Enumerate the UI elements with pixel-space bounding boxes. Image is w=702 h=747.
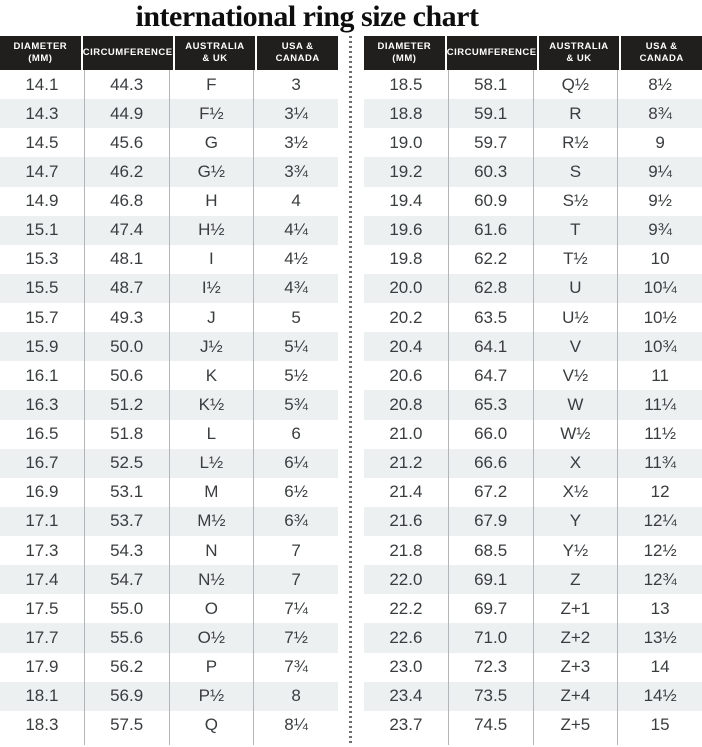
table-cell: 45.6 [84,128,169,157]
table-cell: 9¾ [617,216,702,245]
table-cell-stub [0,740,84,745]
table-cell-stub [364,740,448,745]
table-cell: 12 [617,478,702,507]
table-cell: F½ [169,99,254,128]
table-cell: 6¼ [253,449,338,478]
table-cell: J [169,303,254,332]
table-cell: G [169,128,254,157]
table-cell: 10 [617,245,702,274]
table-cell: 67.2 [448,478,533,507]
table-cell: 10¾ [617,332,702,361]
table-cell: 12¾ [617,565,702,594]
table-cell: 19.2 [389,161,423,181]
table-cell: 60.3 [448,157,533,186]
table-cell: 9¼ [617,157,702,186]
table-row [0,711,338,740]
table-cell: 15 [617,711,702,740]
table-cell: 19.0 [389,132,423,152]
table-cell: 13 [617,594,702,623]
table-cell: 3¾ [253,157,338,186]
table-cell: I½ [169,274,254,303]
table-cell: Y½ [533,536,618,565]
table-cell: 5 [253,303,338,332]
table-cell-stub [448,740,533,745]
table-cell: L½ [169,449,254,478]
table-cell: 11 [617,361,702,390]
table-cell: 64.7 [448,361,533,390]
table-row [364,99,702,128]
table-cell: 8¼ [253,711,338,740]
table-cell: 20.6 [389,365,423,385]
table-cell: 16.3 [25,394,59,414]
table-row [0,565,338,594]
table-cell: R½ [533,128,618,157]
table-cell: 11¼ [617,390,702,419]
table-cell: 14.5 [25,132,59,152]
table-cell: 12½ [617,536,702,565]
table-cell: 52.5 [84,449,169,478]
table-cell: N [169,536,254,565]
table-cell-stub [84,740,169,745]
table-cell: 22.2 [389,598,423,618]
table-cell: 21.6 [389,511,423,531]
table-cell: 18.3 [25,715,59,735]
table-cell: X [533,449,618,478]
table-cell: T [533,216,618,245]
table-row [0,128,338,157]
column-header: AUSTRALIA & UK [537,36,620,70]
table-row [364,70,702,99]
table-row [0,99,338,128]
table-cell: 3¼ [253,99,338,128]
table-cell: 54.7 [84,565,169,594]
table-cell: 21.4 [389,482,423,502]
table-cell: 68.5 [448,536,533,565]
table-row [364,478,702,507]
table-cell: 10½ [617,303,702,332]
table-row [364,157,702,186]
table-cell: 15.7 [25,307,59,327]
table-cell: Z+1 [533,594,618,623]
table-cell: 4½ [253,245,338,274]
table-cell: 56.9 [84,682,169,711]
table-cell: Z+4 [533,682,618,711]
table-cell: 46.2 [84,157,169,186]
table-body [0,70,338,745]
table-row [364,245,702,274]
table-cell: 14.7 [25,161,59,181]
table-cell: 22.6 [389,627,423,647]
table-cell: X½ [533,478,618,507]
table-cell: 17.4 [25,569,59,589]
table-cell: 3½ [253,128,338,157]
table-body [364,70,702,745]
table-cell: 64.1 [448,332,533,361]
table-cell-stub [253,740,338,745]
table-cell: 14 [617,653,702,682]
table-cell: 19.4 [389,191,423,211]
table-row [0,361,338,390]
table-footer-stub [0,740,338,745]
table-footer-stub [364,740,702,745]
table-cell: 3 [253,70,338,99]
table-row [0,507,338,536]
table-cell: F [169,70,254,99]
table-cell: Q½ [533,70,618,99]
table-cell: S [533,157,618,186]
table-row [364,711,702,740]
table-cell: 15.3 [25,249,59,269]
table-cell: M [169,478,254,507]
table-row [0,303,338,332]
table-cell: 47.4 [84,216,169,245]
table-row [0,594,338,623]
table-cell: 65.3 [448,390,533,419]
table-cell: 58.1 [448,70,533,99]
ring-size-table-right [364,36,702,745]
table-cell: 18.1 [25,686,59,706]
table-cell: W [533,390,618,419]
table-row [364,332,702,361]
table-cell: 14.9 [25,191,59,211]
table-cell: P½ [169,682,254,711]
table-cell: G½ [169,157,254,186]
table-row [0,274,338,303]
table-cell: 48.1 [84,245,169,274]
table-cell: 9½ [617,187,702,216]
table-cell: 54.3 [84,536,169,565]
table-cell: N½ [169,565,254,594]
table-row [364,449,702,478]
table-cell: 21.0 [389,424,423,444]
table-cell: 18.5 [389,74,423,94]
table-row [0,157,338,186]
table-cell: 44.3 [84,70,169,99]
table-row [0,187,338,216]
table-cell: V½ [533,361,618,390]
table-cell: 51.2 [84,390,169,419]
table-cell: 16.1 [25,365,59,385]
column-header: CIRCUMFERENCE [445,36,537,70]
table-cell: 53.7 [84,507,169,536]
table-cell: 6½ [253,478,338,507]
table-cell-stub [533,740,618,745]
table-cell: 14.3 [25,103,59,123]
dashed-divider [338,36,364,745]
table-cell: 49.3 [84,303,169,332]
table-cell: 17.9 [25,657,59,677]
table-cell: 50.0 [84,332,169,361]
table-cell: 20.2 [389,307,423,327]
table-row [0,420,338,449]
table-cell: 57.5 [84,711,169,740]
table-cell: U½ [533,303,618,332]
table-cell: 7½ [253,623,338,652]
column-header: DIAMETER (MM) [0,36,81,70]
table-cell: 50.6 [84,361,169,390]
table-cell: 5¾ [253,390,338,419]
table-cell: L [169,420,254,449]
column-header: CIRCUMFERENCE [81,36,173,70]
column-header: AUSTRALIA & UK [173,36,256,70]
table-cell: 15.1 [25,220,59,240]
table-cell: 9 [617,128,702,157]
table-cell-stub [617,740,702,745]
table-cell: Z [533,565,618,594]
table-cell: W½ [533,420,618,449]
table-cell: 62.8 [448,274,533,303]
table-cell: 55.0 [84,594,169,623]
table-cell: 73.5 [448,682,533,711]
table-cell: 20.0 [389,278,423,298]
table-cell: 6¾ [253,507,338,536]
table-row [0,682,338,711]
table-cell: 4¾ [253,274,338,303]
table-cell: 8¾ [617,99,702,128]
table-cell: H [169,187,254,216]
table-cell: 20.4 [389,336,423,356]
table-row [364,274,702,303]
table-cell: J½ [169,332,254,361]
table-cell: 17.3 [25,540,59,560]
table-cell: 66.0 [448,420,533,449]
table-cell: 61.6 [448,216,533,245]
table-cell: 44.9 [84,99,169,128]
table-cell: 21.8 [389,540,423,560]
table-cell: 14.1 [25,74,59,94]
table-cell: 11½ [617,420,702,449]
table-cell: H½ [169,216,254,245]
table-cell: Z+3 [533,653,618,682]
table-cell: 11¾ [617,449,702,478]
table-row [364,361,702,390]
table-cell: M½ [169,507,254,536]
table-cell: 7¼ [253,594,338,623]
table-cell: 59.1 [448,99,533,128]
table-cell: 48.7 [84,274,169,303]
table-cell: Q [169,711,254,740]
table-cell-stub [169,740,254,745]
ring-size-table-left [0,36,338,745]
table-row [0,623,338,652]
table-cell: 56.2 [84,653,169,682]
table-row [364,303,702,332]
table-row [0,216,338,245]
table-cell: Z+5 [533,711,618,740]
table-cell: 51.8 [84,420,169,449]
table-row [364,507,702,536]
table-cell: 16.5 [25,424,59,444]
table-cell: 23.0 [389,657,423,677]
table-cell: 23.7 [389,715,423,735]
table-row [364,187,702,216]
table-cell: 15.9 [25,336,59,356]
page-title: international ring size chart [135,0,479,33]
table-row [364,390,702,419]
table-cell: O [169,594,254,623]
table-cell: 69.7 [448,594,533,623]
table-cell: 16.7 [25,453,59,473]
table-row [0,245,338,274]
table-cell: 12¼ [617,507,702,536]
table-row [364,653,702,682]
table-cell: 19.8 [389,249,423,269]
table-cell: 21.2 [389,453,423,473]
table-cell: 7 [253,565,338,594]
table-cell: 62.2 [448,245,533,274]
tables-container [0,36,702,745]
table-cell: 10¼ [617,274,702,303]
table-cell: 55.6 [84,623,169,652]
table-row [364,565,702,594]
table-row [0,390,338,419]
table-cell: 4 [253,187,338,216]
table-row [0,70,338,99]
table-cell: K [169,361,254,390]
table-cell: 15.5 [25,278,59,298]
table-cell: 8½ [617,70,702,99]
table-row [364,420,702,449]
table-header-row [364,36,702,70]
table-cell: 4¼ [253,216,338,245]
table-cell: 46.8 [84,187,169,216]
column-header: USA & CANADA [619,36,702,70]
table-cell: 5¼ [253,332,338,361]
table-cell: 19.6 [389,220,423,240]
table-cell: U [533,274,618,303]
table-cell: T½ [533,245,618,274]
table-cell: 53.1 [84,478,169,507]
table-cell: I [169,245,254,274]
table-row [364,536,702,565]
table-cell: Z+2 [533,623,618,652]
table-cell: 60.9 [448,187,533,216]
table-cell: 69.1 [448,565,533,594]
table-cell: 8 [253,682,338,711]
table-row [0,449,338,478]
table-cell: V [533,332,618,361]
column-header: USA & CANADA [255,36,338,70]
table-cell: 17.5 [25,598,59,618]
table-cell: 23.4 [389,686,423,706]
table-cell: 7¾ [253,653,338,682]
table-cell: 13½ [617,623,702,652]
table-cell: Y [533,507,618,536]
table-cell: 67.9 [448,507,533,536]
table-row [364,216,702,245]
table-header-row [0,36,338,70]
table-cell: 16.9 [25,482,59,502]
table-row [0,332,338,361]
table-row [364,682,702,711]
table-cell: P [169,653,254,682]
table-cell: 20.8 [389,394,423,414]
table-cell: R [533,99,618,128]
table-cell: 66.6 [448,449,533,478]
table-cell: 74.5 [448,711,533,740]
table-cell: 72.3 [448,653,533,682]
column-header: DIAMETER (MM) [364,36,445,70]
table-cell: 6 [253,420,338,449]
table-cell: 17.7 [25,627,59,647]
table-cell: 59.7 [448,128,533,157]
table-cell: 5½ [253,361,338,390]
table-row [0,653,338,682]
table-row [0,478,338,507]
table-cell: 22.0 [389,569,423,589]
table-cell: 18.8 [389,103,423,123]
table-cell: 17.1 [25,511,59,531]
table-row [0,536,338,565]
dotted-line [349,36,352,745]
table-cell: O½ [169,623,254,652]
table-cell: 14½ [617,682,702,711]
table-cell: 71.0 [448,623,533,652]
table-cell: S½ [533,187,618,216]
table-row [364,623,702,652]
table-cell: 63.5 [448,303,533,332]
table-cell: K½ [169,390,254,419]
table-row [364,594,702,623]
table-cell: 7 [253,536,338,565]
table-row [364,128,702,157]
